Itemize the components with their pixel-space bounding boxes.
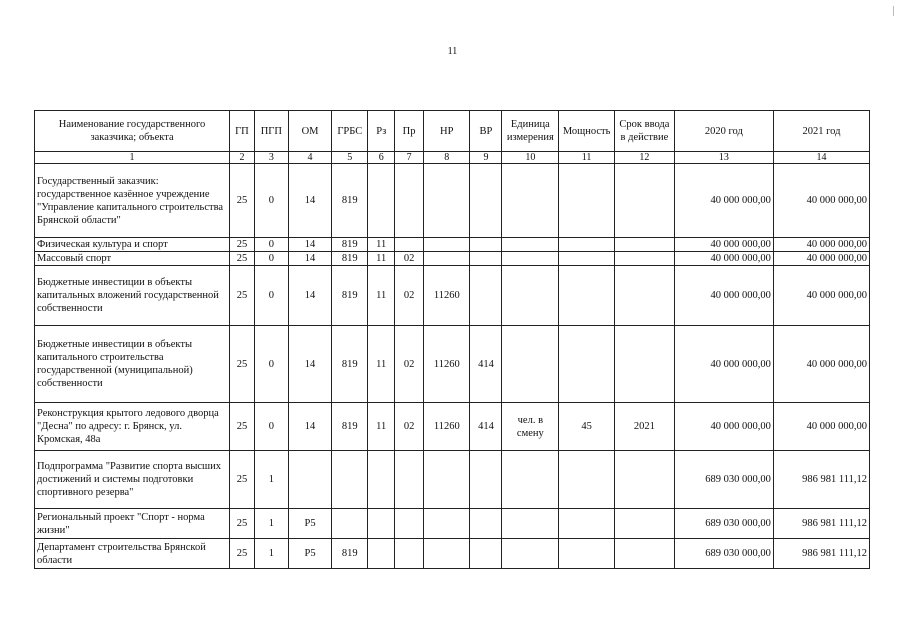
cell-pr <box>395 539 424 569</box>
table-row <box>35 451 870 509</box>
cell-commissioning <box>614 326 674 403</box>
cell-nr <box>424 238 470 252</box>
page-number: 11 <box>447 46 458 57</box>
cell-vr <box>470 238 502 252</box>
cell-grbs: 819 <box>332 164 368 238</box>
table-row <box>35 539 870 569</box>
cell-grbs: 819 <box>332 266 368 326</box>
cell-unit: чел. в смену <box>502 403 559 451</box>
cell-2020: 40 000 000,00 <box>674 252 773 266</box>
cell-2020: 689 030 000,00 <box>674 451 773 509</box>
cell-capacity <box>559 238 615 252</box>
cell-2020: 689 030 000,00 <box>674 509 773 539</box>
cell-commissioning <box>614 509 674 539</box>
cell-unit <box>502 539 559 569</box>
cell-nr: 11260 <box>424 326 470 403</box>
cell-pgp: 1 <box>254 451 288 509</box>
cell-pr <box>395 509 424 539</box>
cell-grbs: 819 <box>332 326 368 403</box>
col-number: 13 <box>674 152 773 164</box>
cell-pgp: 0 <box>254 252 288 266</box>
cell-2020: 40 000 000,00 <box>674 164 773 238</box>
cell-nr <box>424 539 470 569</box>
row-name: Подпрограмма "Развитие спорта высших достижений и системы подготовки спортивного резерва" <box>35 451 230 509</box>
cell-2021: 40 000 000,00 <box>773 238 869 252</box>
cell-capacity: 45 <box>559 403 615 451</box>
col-header-capacity: Мощность <box>559 111 615 152</box>
cell-vr <box>470 266 502 326</box>
cell-gp: 25 <box>230 252 255 266</box>
cell-unit <box>502 164 559 238</box>
row-name: Бюджетные инвестиции в объекты капитальных вложений государственной собственности <box>35 266 230 326</box>
cell-commissioning <box>614 451 674 509</box>
cell-pgp: 0 <box>254 164 288 238</box>
scan-edge-mark <box>893 6 894 16</box>
cell-om: 14 <box>288 238 331 252</box>
col-number: 12 <box>614 152 674 164</box>
cell-unit <box>502 509 559 539</box>
cell-2021: 40 000 000,00 <box>773 403 869 451</box>
cell-pgp: 0 <box>254 238 288 252</box>
cell-gp: 25 <box>230 539 255 569</box>
cell-nr: 11260 <box>424 403 470 451</box>
col-header-2021: 2021 год <box>773 111 869 152</box>
row-name: Реконструкция крытого ледового дворца "Десна" по адресу: г. Брянск, ул. Кромская, 48а <box>35 403 230 451</box>
col-header-2020: 2020 год <box>674 111 773 152</box>
header-row <box>35 111 870 152</box>
cell-rz <box>368 451 395 509</box>
cell-unit <box>502 266 559 326</box>
cell-capacity <box>559 326 615 403</box>
col-number: 11 <box>559 152 615 164</box>
column-number-row <box>35 152 870 164</box>
cell-om: 14 <box>288 252 331 266</box>
cell-gp: 25 <box>230 326 255 403</box>
cell-om: P5 <box>288 539 331 569</box>
cell-2021: 986 981 111,12 <box>773 451 869 509</box>
cell-rz: 11 <box>368 252 395 266</box>
cell-2021: 40 000 000,00 <box>773 266 869 326</box>
col-header-grbs: ГРБС <box>332 111 368 152</box>
cell-pgp: 1 <box>254 509 288 539</box>
budget-table <box>34 110 870 569</box>
col-header-om: ОМ <box>288 111 331 152</box>
cell-unit <box>502 252 559 266</box>
cell-om: P5 <box>288 509 331 539</box>
cell-2021: 40 000 000,00 <box>773 326 869 403</box>
cell-pr <box>395 164 424 238</box>
cell-commissioning <box>614 164 674 238</box>
cell-gp: 25 <box>230 238 255 252</box>
col-number: 2 <box>230 152 255 164</box>
cell-2020: 40 000 000,00 <box>674 238 773 252</box>
col-header-commissioning: Срок ввода в действие <box>614 111 674 152</box>
cell-rz <box>368 539 395 569</box>
cell-2020: 40 000 000,00 <box>674 326 773 403</box>
cell-gp: 25 <box>230 164 255 238</box>
cell-om: 14 <box>288 403 331 451</box>
cell-rz: 11 <box>368 238 395 252</box>
cell-rz <box>368 164 395 238</box>
col-header-nr: НР <box>424 111 470 152</box>
cell-pr: 02 <box>395 403 424 451</box>
cell-pgp: 0 <box>254 403 288 451</box>
cell-grbs: 819 <box>332 238 368 252</box>
row-name: Государственный заказчик: государственное казённое учреждение "Управление капитального строительства Брянской области" <box>35 164 230 238</box>
table-row <box>35 164 870 238</box>
cell-commissioning <box>614 266 674 326</box>
col-header-name: Наименование государственного заказчика; объекта <box>35 111 230 152</box>
col-header-pr: Пр <box>395 111 424 152</box>
col-number: 8 <box>424 152 470 164</box>
cell-nr <box>424 252 470 266</box>
cell-vr <box>470 509 502 539</box>
cell-2021: 986 981 111,12 <box>773 539 869 569</box>
cell-vr <box>470 164 502 238</box>
col-number: 7 <box>395 152 424 164</box>
cell-pgp: 1 <box>254 539 288 569</box>
cell-grbs: 819 <box>332 403 368 451</box>
cell-om: 14 <box>288 326 331 403</box>
cell-nr: 11260 <box>424 266 470 326</box>
row-name: Департамент строительства Брянской области <box>35 539 230 569</box>
cell-grbs: 819 <box>332 252 368 266</box>
cell-pr <box>395 238 424 252</box>
cell-gp: 25 <box>230 451 255 509</box>
table-row <box>35 238 870 252</box>
cell-pr: 02 <box>395 252 424 266</box>
cell-vr <box>470 539 502 569</box>
row-name: Региональный проект "Спорт - норма жизни" <box>35 509 230 539</box>
cell-capacity <box>559 451 615 509</box>
cell-2020: 40 000 000,00 <box>674 266 773 326</box>
col-header-rz: Рз <box>368 111 395 152</box>
cell-unit <box>502 326 559 403</box>
cell-gp: 25 <box>230 403 255 451</box>
col-header-gp: ГП <box>230 111 255 152</box>
col-header-unit: Единица измерения <box>502 111 559 152</box>
col-number: 10 <box>502 152 559 164</box>
table-row <box>35 266 870 326</box>
col-number: 4 <box>288 152 331 164</box>
cell-pr <box>395 451 424 509</box>
cell-grbs <box>332 451 368 509</box>
cell-capacity <box>559 164 615 238</box>
cell-unit <box>502 451 559 509</box>
cell-capacity <box>559 539 615 569</box>
cell-grbs <box>332 509 368 539</box>
cell-unit <box>502 238 559 252</box>
cell-rz: 11 <box>368 266 395 326</box>
cell-2020: 40 000 000,00 <box>674 403 773 451</box>
cell-grbs: 819 <box>332 539 368 569</box>
col-number: 1 <box>35 152 230 164</box>
row-name: Физическая культура и спорт <box>35 238 230 252</box>
col-number: 14 <box>773 152 869 164</box>
cell-om: 14 <box>288 266 331 326</box>
row-name: Массовый спорт <box>35 252 230 266</box>
col-header-pgp: ПГП <box>254 111 288 152</box>
cell-om: 14 <box>288 164 331 238</box>
col-number: 5 <box>332 152 368 164</box>
cell-capacity <box>559 509 615 539</box>
col-number: 6 <box>368 152 395 164</box>
cell-vr: 414 <box>470 403 502 451</box>
cell-rz: 11 <box>368 326 395 403</box>
cell-2021: 986 981 111,12 <box>773 509 869 539</box>
cell-capacity <box>559 266 615 326</box>
cell-pr: 02 <box>395 326 424 403</box>
col-header-vr: ВР <box>470 111 502 152</box>
cell-commissioning <box>614 238 674 252</box>
cell-pgp: 0 <box>254 326 288 403</box>
cell-2021: 40 000 000,00 <box>773 164 869 238</box>
row-name: Бюджетные инвестиции в объекты капитального строительства государственной (муниципальной) собственности <box>35 326 230 403</box>
cell-commissioning: 2021 <box>614 403 674 451</box>
cell-pgp: 0 <box>254 266 288 326</box>
cell-2020: 689 030 000,00 <box>674 539 773 569</box>
cell-pr: 02 <box>395 266 424 326</box>
cell-2021: 40 000 000,00 <box>773 252 869 266</box>
cell-gp: 25 <box>230 509 255 539</box>
table-row <box>35 509 870 539</box>
cell-nr <box>424 451 470 509</box>
cell-rz: 11 <box>368 403 395 451</box>
cell-vr: 414 <box>470 326 502 403</box>
cell-commissioning <box>614 539 674 569</box>
cell-rz <box>368 509 395 539</box>
cell-gp: 25 <box>230 266 255 326</box>
col-number: 3 <box>254 152 288 164</box>
cell-vr <box>470 451 502 509</box>
cell-nr <box>424 509 470 539</box>
table-row <box>35 403 870 451</box>
table-row <box>35 326 870 403</box>
cell-om <box>288 451 331 509</box>
col-number: 9 <box>470 152 502 164</box>
cell-capacity <box>559 252 615 266</box>
cell-commissioning <box>614 252 674 266</box>
table-row <box>35 252 870 266</box>
cell-vr <box>470 252 502 266</box>
cell-nr <box>424 164 470 238</box>
